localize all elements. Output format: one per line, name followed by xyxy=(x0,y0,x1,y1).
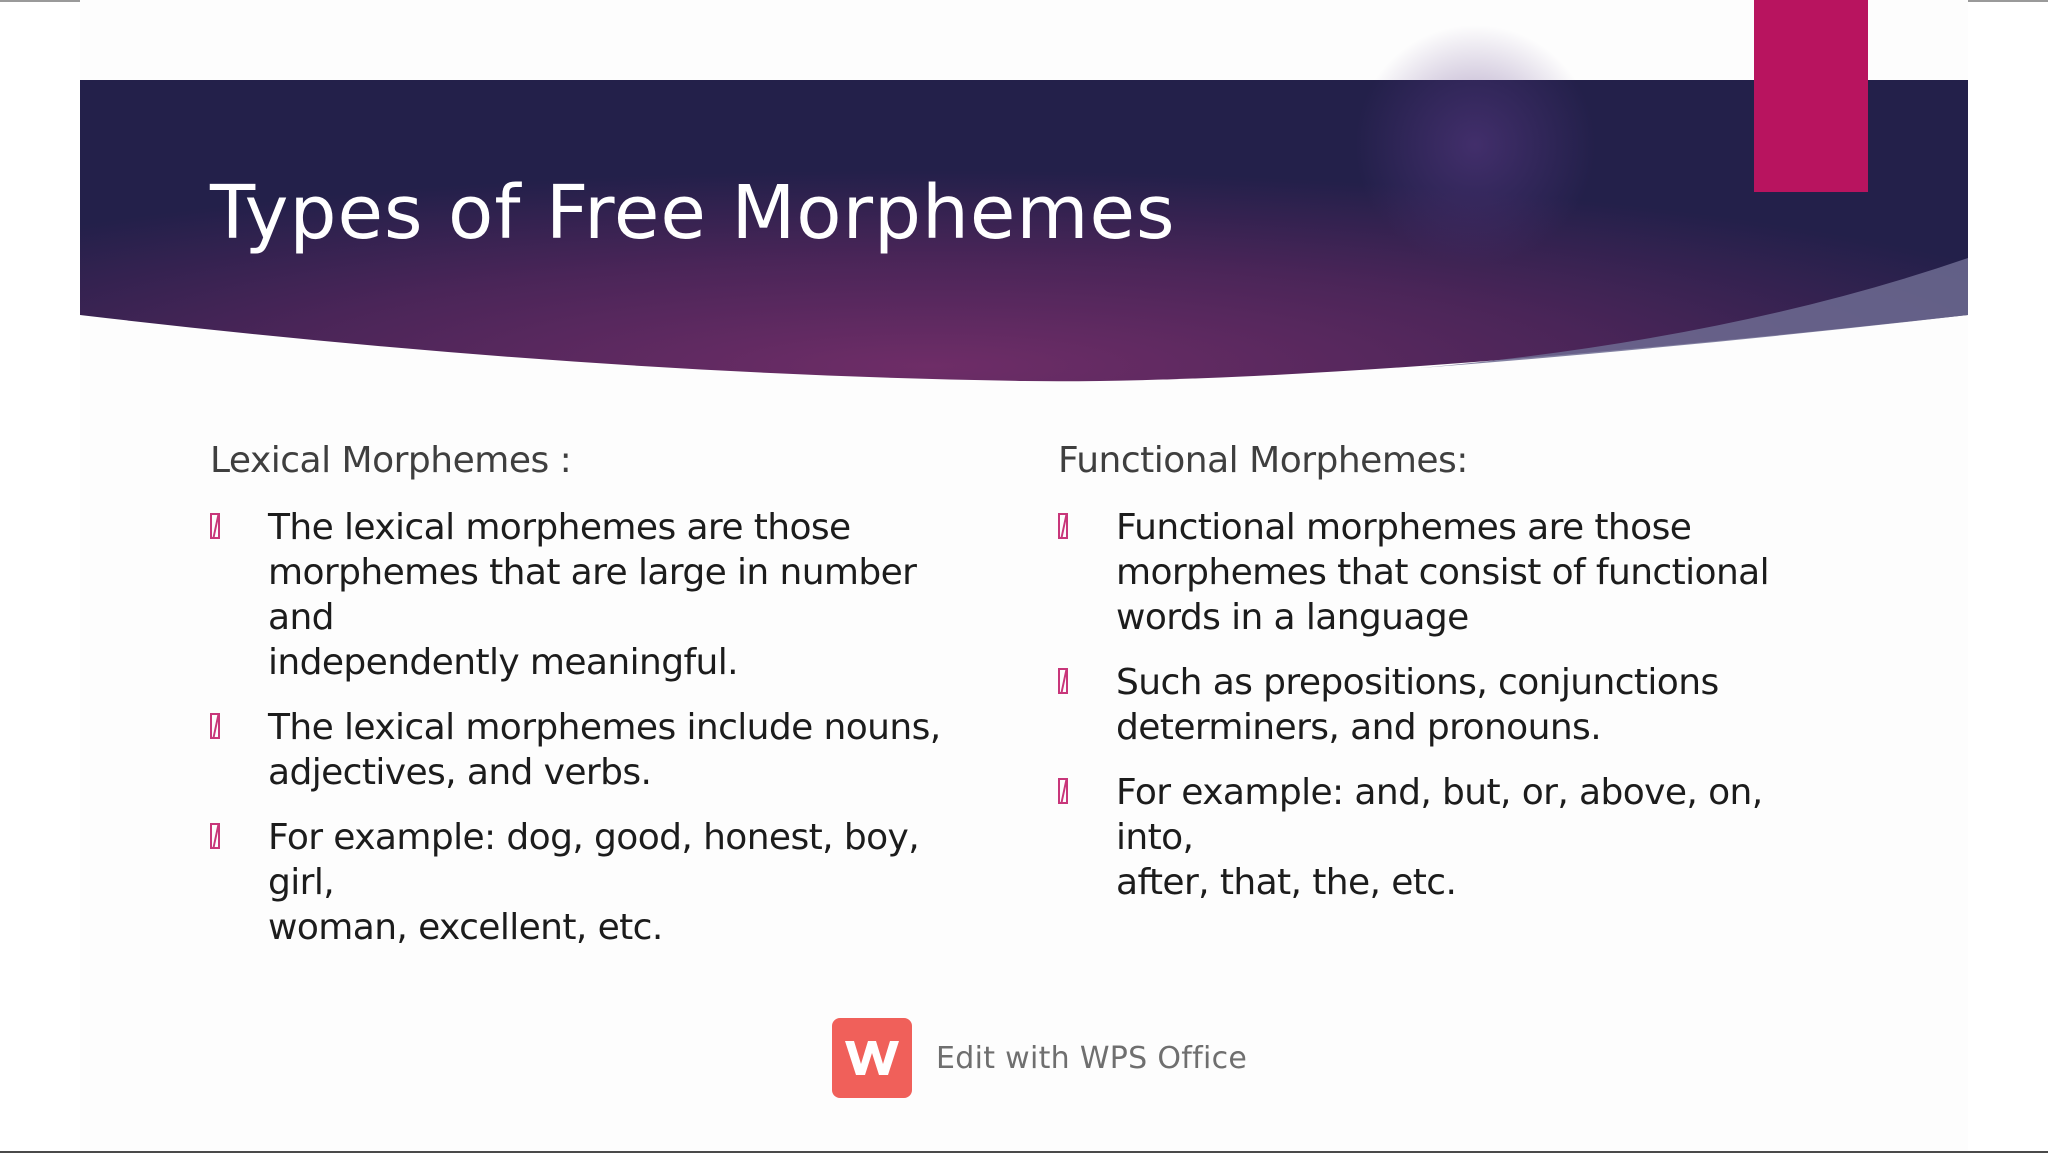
bullet-marker-icon xyxy=(210,713,220,739)
list-item xyxy=(1058,660,1838,750)
list-item xyxy=(210,705,990,795)
accent-rectangle xyxy=(1754,0,1868,192)
bullet-marker-icon xyxy=(1058,513,1068,539)
list-item xyxy=(1058,770,1838,905)
bullet-text: The lexical morphemes include nouns, adjectives, and verbs. xyxy=(268,707,941,793)
slide-title: Types of Free Morphemes xyxy=(210,170,1176,256)
list-item xyxy=(210,815,990,950)
wps-office-logo-icon xyxy=(832,1018,912,1098)
functional-bullet-list xyxy=(1058,505,1838,905)
wps-watermark-label: Edit with WPS Office xyxy=(936,1040,1248,1076)
lexical-bullet-list xyxy=(210,505,990,950)
bullet-text: The lexical morphemes are those morphemes that are large in number and independently meaningful. xyxy=(268,507,917,683)
wps-watermark[interactable] xyxy=(832,1016,1247,1100)
bullet-text: Functional morphemes are those morphemes that consist of functional words in a language xyxy=(1116,507,1770,638)
bullet-text: For example: and, but, or, above, on, into, after, that, the, etc. xyxy=(1116,772,1763,903)
bullet-marker-icon xyxy=(210,823,220,849)
list-item xyxy=(210,505,990,685)
bullet-text: Such as prepositions, conjunctions determiners, and pronouns. xyxy=(1116,662,1719,748)
bullet-text: For example: dog, good, honest, boy, girl, woman, excellent, etc. xyxy=(268,817,920,948)
slide xyxy=(80,0,1968,1151)
functional-heading: Functional Morphemes: xyxy=(1058,440,1468,481)
functional-column xyxy=(1058,440,1838,925)
bullet-marker-icon xyxy=(1058,668,1068,694)
lexical-column xyxy=(210,440,990,970)
lexical-heading: Lexical Morphemes : xyxy=(210,440,572,481)
list-item xyxy=(1058,505,1838,640)
bullet-marker-icon xyxy=(1058,778,1068,804)
bullet-marker-icon xyxy=(210,513,220,539)
